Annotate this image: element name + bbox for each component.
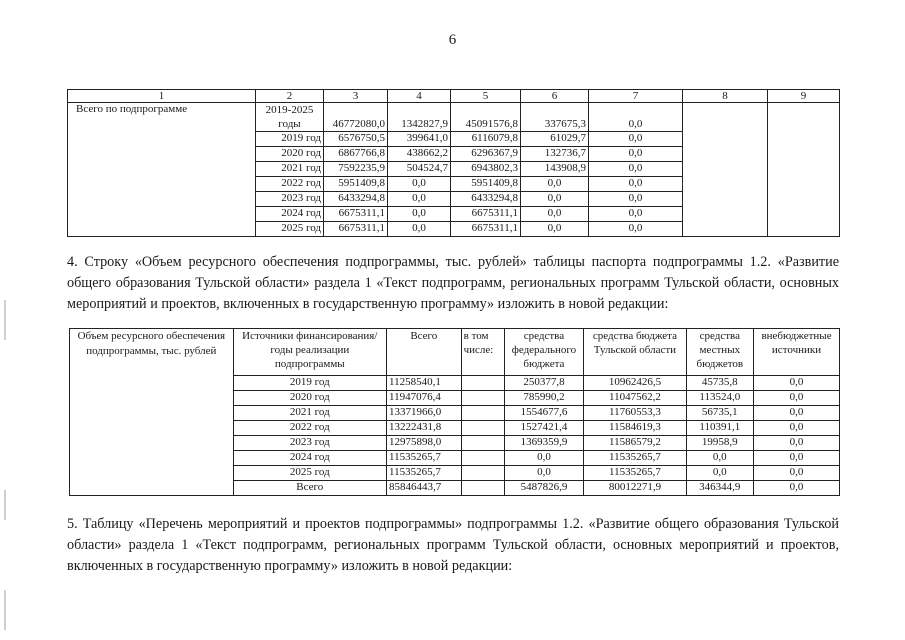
paragraph-4: 4. Строку «Объем ресурсного обеспечения подпрограммы, тыс. рублей» таблицы паспорта подпрограммы 1.2. «Развитие общего образования Тульской области» раздела 1 «Текст подпрограмм, региональных программ Тульской области, основных мероприятий и проектов, включенных в государственную программу» изложить в новой редакции: <box>67 254 839 312</box>
value-cell: 0,0 <box>589 162 683 177</box>
year-cell: 2019 год <box>233 376 386 391</box>
row-label: Всего по подпрограмме <box>68 103 256 237</box>
extra-cell: 0,0 <box>754 376 840 391</box>
value-cell: 6675311,1 <box>451 222 521 237</box>
value-cell: 1342827,9 <box>388 103 451 132</box>
federal-cell: 1369359,9 <box>504 436 584 451</box>
header-regional: средства бюджета Тульской области <box>584 329 686 376</box>
column-number: 9 <box>768 90 840 103</box>
value-cell: 0,0 <box>589 177 683 192</box>
federal-cell: 250377,8 <box>504 376 584 391</box>
value-cell: 438662,2 <box>388 147 451 162</box>
year-cell: 2025 год <box>233 466 386 481</box>
paragraph-5: 5. Таблицу «Перечень мероприятий и проектов подпрограммы» подпрограммы 1.2. «Развитие общего образования Тульской области» раздела 1 «Текст подпрограмм, региональных программ Тульской области, основных мероприятий и проектов, включенных в государственную программу» изложить в новой редакции: <box>67 516 839 574</box>
value-cell: 0,0 <box>521 177 589 192</box>
federal-cell: 1527421,4 <box>504 421 584 436</box>
value-cell: 6675311,1 <box>324 207 388 222</box>
value-cell: 504524,7 <box>388 162 451 177</box>
resource-support-table <box>69 328 840 496</box>
value-cell: 0,0 <box>589 207 683 222</box>
value-cell: 0,0 <box>521 207 589 222</box>
table-row <box>68 103 840 132</box>
column-number: 7 <box>589 90 683 103</box>
header-local: средства местных бюджетов <box>686 329 753 376</box>
header-row <box>70 329 840 376</box>
empty-cell <box>461 481 504 496</box>
local-cell: 19958,9 <box>686 436 753 451</box>
scan-margin-line <box>4 590 6 630</box>
column-number: 6 <box>521 90 589 103</box>
column-number: 5 <box>451 90 521 103</box>
total-cell: 11258540,1 <box>386 376 461 391</box>
value-cell: 6675311,1 <box>451 207 521 222</box>
regional-cell: 11584619,3 <box>584 421 686 436</box>
year-cell: 2021 год <box>256 162 324 177</box>
value-cell: 0,0 <box>589 132 683 147</box>
year-cell: 2024 год <box>233 451 386 466</box>
header-total: Всего <box>386 329 461 376</box>
federal-cell: 1554677,6 <box>504 406 584 421</box>
row-label: Объем ресурсного обеспечения подпрограммы, тыс. рублей <box>70 329 234 496</box>
regional-cell: 11047562,2 <box>584 391 686 406</box>
total-cell: 13222431,8 <box>386 421 461 436</box>
federal-cell: 5487826,9 <box>504 481 584 496</box>
year-cell: 2019 год <box>256 132 324 147</box>
header-federal: средства федерального бюджета <box>504 329 584 376</box>
value-cell: 6576750,5 <box>324 132 388 147</box>
value-cell: 45091576,8 <box>451 103 521 132</box>
empty-cell <box>461 466 504 481</box>
value-cell: 6675311,1 <box>324 222 388 237</box>
value-cell: 0,0 <box>589 222 683 237</box>
empty-cell <box>461 406 504 421</box>
year-cell: 2025 год <box>256 222 324 237</box>
value-cell: 6116079,8 <box>451 132 521 147</box>
value-cell: 0,0 <box>521 192 589 207</box>
empty-cell <box>683 103 768 237</box>
local-cell: 56735,1 <box>686 406 753 421</box>
value-cell: 337675,3 <box>521 103 589 132</box>
year-cell: 2023 год <box>256 192 324 207</box>
value-cell: 61029,7 <box>521 132 589 147</box>
total-cell: 12975898,0 <box>386 436 461 451</box>
value-cell: 0,0 <box>589 147 683 162</box>
value-cell: 6867766,8 <box>324 147 388 162</box>
header-of-which: в том числе: <box>461 329 504 376</box>
extra-cell: 0,0 <box>754 451 840 466</box>
regional-cell: 11760553,3 <box>584 406 686 421</box>
column-number: 2 <box>256 90 324 103</box>
value-cell: 46772080,0 <box>324 103 388 132</box>
empty-cell <box>461 391 504 406</box>
local-cell: 0,0 <box>686 466 753 481</box>
column-number: 4 <box>388 90 451 103</box>
regional-cell: 11586579,2 <box>584 436 686 451</box>
federal-cell: 785990,2 <box>504 391 584 406</box>
federal-cell: 0,0 <box>504 451 584 466</box>
local-cell: 113524,0 <box>686 391 753 406</box>
value-cell: 132736,7 <box>521 147 589 162</box>
value-cell: 0,0 <box>589 103 683 132</box>
empty-cell <box>461 376 504 391</box>
empty-cell <box>768 103 840 237</box>
total-cell: 11535265,7 <box>386 466 461 481</box>
year-cell: 2023 год <box>233 436 386 451</box>
empty-cell <box>461 421 504 436</box>
extra-cell: 0,0 <box>754 421 840 436</box>
column-number: 1 <box>68 90 256 103</box>
column-number: 3 <box>324 90 388 103</box>
page-number: 6 <box>448 32 457 48</box>
value-cell: 5951409,8 <box>451 177 521 192</box>
total-cell: 85846443,7 <box>386 481 461 496</box>
total-cell: 11947076,4 <box>386 391 461 406</box>
local-cell: 0,0 <box>686 451 753 466</box>
extra-cell: 0,0 <box>754 436 840 451</box>
year-cell: 2019-2025 годы <box>256 103 324 132</box>
value-cell: 6943802,3 <box>451 162 521 177</box>
header-extra: внебюджетные источники <box>754 329 840 376</box>
year-cell: 2024 год <box>256 207 324 222</box>
empty-cell <box>461 436 504 451</box>
value-cell: 0,0 <box>521 222 589 237</box>
column-number: 8 <box>683 90 768 103</box>
scan-margin-line <box>4 300 6 340</box>
value-cell: 0,0 <box>388 192 451 207</box>
value-cell: 0,0 <box>388 177 451 192</box>
year-cell: 2020 год <box>256 147 324 162</box>
extra-cell: 0,0 <box>754 406 840 421</box>
value-cell: 0,0 <box>388 222 451 237</box>
value-cell: 399641,0 <box>388 132 451 147</box>
scan-margin-line <box>4 490 6 520</box>
regional-cell: 80012271,9 <box>584 481 686 496</box>
column-numbers-row <box>68 90 840 103</box>
total-cell: 13371966,0 <box>386 406 461 421</box>
year-cell: 2021 год <box>233 406 386 421</box>
regional-cell: 11535265,7 <box>584 451 686 466</box>
empty-cell <box>461 451 504 466</box>
value-cell: 143908,9 <box>521 162 589 177</box>
regional-cell: 11535265,7 <box>584 466 686 481</box>
extra-cell: 0,0 <box>754 391 840 406</box>
value-cell: 6296367,9 <box>451 147 521 162</box>
year-cell: 2022 год <box>256 177 324 192</box>
value-cell: 0,0 <box>388 207 451 222</box>
extra-cell: 0,0 <box>754 481 840 496</box>
value-cell: 5951409,8 <box>324 177 388 192</box>
subprogram-total-table <box>67 89 840 237</box>
local-cell: 110391,1 <box>686 421 753 436</box>
value-cell: 7592235,9 <box>324 162 388 177</box>
local-cell: 346344,9 <box>686 481 753 496</box>
year-cell: 2022 год <box>233 421 386 436</box>
extra-cell: 0,0 <box>754 466 840 481</box>
year-cell: 2020 год <box>233 391 386 406</box>
total-cell: 11535265,7 <box>386 451 461 466</box>
year-cell: Всего <box>233 481 386 496</box>
header-source: Источники финансирования/годы реализации подпрограммы <box>233 329 386 376</box>
local-cell: 45735,8 <box>686 376 753 391</box>
federal-cell: 0,0 <box>504 466 584 481</box>
value-cell: 6433294,8 <box>324 192 388 207</box>
regional-cell: 10962426,5 <box>584 376 686 391</box>
value-cell: 6433294,8 <box>451 192 521 207</box>
value-cell: 0,0 <box>589 192 683 207</box>
